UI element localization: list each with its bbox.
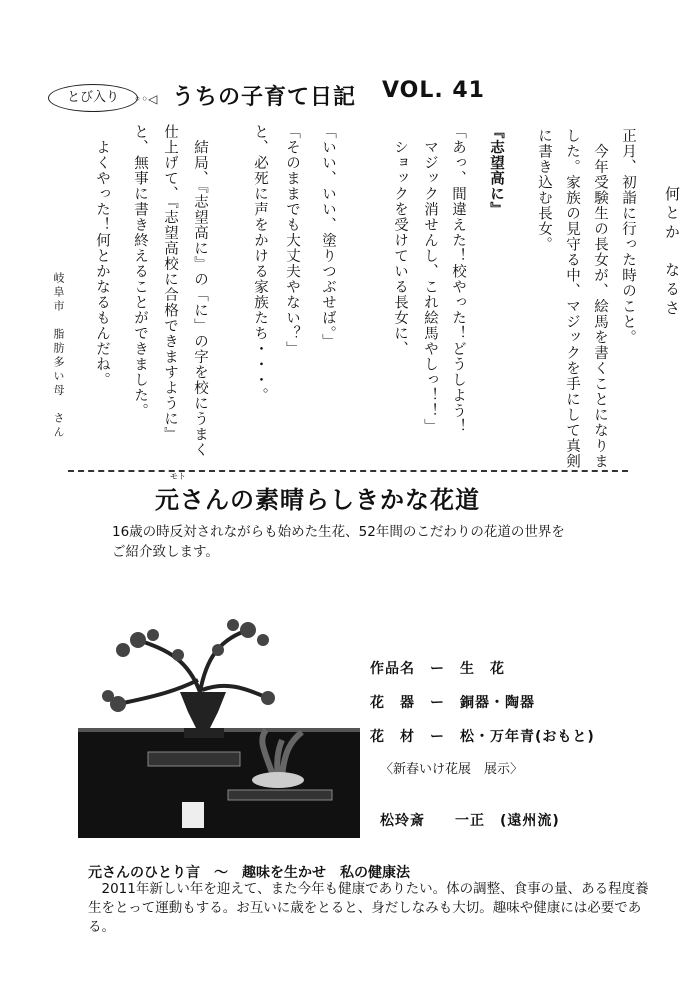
volume-number: VOL. 41 xyxy=(382,78,485,103)
diary-title: 何とか なるさ xyxy=(663,186,681,319)
diary-column: マジック消せんし、これ絵馬やしっ！！」 xyxy=(422,124,438,434)
health-body: 2011年新しい年を迎えて、また今年も健康でありたい。体の調整、食事の量、ある程度養生をとって運動もする。お互いに歳をとると、身だしなみも大切。趣味や健康には必要である。 xyxy=(88,881,649,935)
health-title: 元さんのひとり言 ～ 趣味を生かせ 私の健康法 xyxy=(88,865,410,881)
kado-intro: 16歳の時反対されながらも始めた生花、52年間のこだわりの花道の世界をご紹介致します。 xyxy=(112,524,565,560)
kado-title: 元さんの素晴らしきかな花道 xyxy=(155,486,480,514)
diary-column: よくやった！何とかなるもんだね。 xyxy=(94,124,110,388)
series-title: うちの子育て日記 xyxy=(172,85,357,110)
section-divider xyxy=(68,470,628,472)
diary-column: 「いい、いい、塗りつぶせば。」 xyxy=(320,124,336,350)
diary-column: 仕上げて、『志望高校に合格できますように』 xyxy=(162,124,178,443)
diary-column: と、必死に声をかける家族たち・・・。 xyxy=(252,124,268,403)
ikebana-photo xyxy=(78,600,360,838)
diary-column: 『志望高に』 xyxy=(488,124,504,217)
badge-tail-icon: ◦◦◁ xyxy=(134,92,158,106)
diary-column: 正月、初詣に行った時のこと。 xyxy=(620,128,636,345)
flower-vessel: 花 器 ー 銅器・陶器 xyxy=(370,695,535,711)
diary-column: 「そのままでも大丈夫やない？」 xyxy=(284,124,300,357)
diary-column: と、無事に書き終えることができました。 xyxy=(132,124,148,419)
work-name: 作品名 ー 生 花 xyxy=(370,661,505,677)
flower-material: 花 材 ー 松・万年青(おもと) xyxy=(370,729,595,745)
diary-column: 「あっ、間違えた！校やった！どうしよう！ xyxy=(450,124,466,434)
tobiiri-badge: とび入り xyxy=(48,84,138,112)
diary-column: 結局、『志望高に』の「に」の字を校にうまく xyxy=(192,124,208,458)
diary-column: ショックを受けている長女に、 xyxy=(392,124,408,357)
diary-column: 今年受験生の長女が、絵馬を書くことになりま xyxy=(592,128,608,469)
artist-name: 松玲斎 一正 (遠州流) xyxy=(380,813,560,829)
diary-column: に書き込む長女。 xyxy=(536,128,552,252)
diary-column: した。家族の見守る中、マジックを手にして真剣 xyxy=(564,128,580,469)
exhibit-note: 〈新春いけ花展 展示〉 xyxy=(380,762,524,777)
diary-author: 岐阜市 脂肪多い母 さん xyxy=(52,272,65,440)
title-ruby: モト xyxy=(170,472,186,481)
